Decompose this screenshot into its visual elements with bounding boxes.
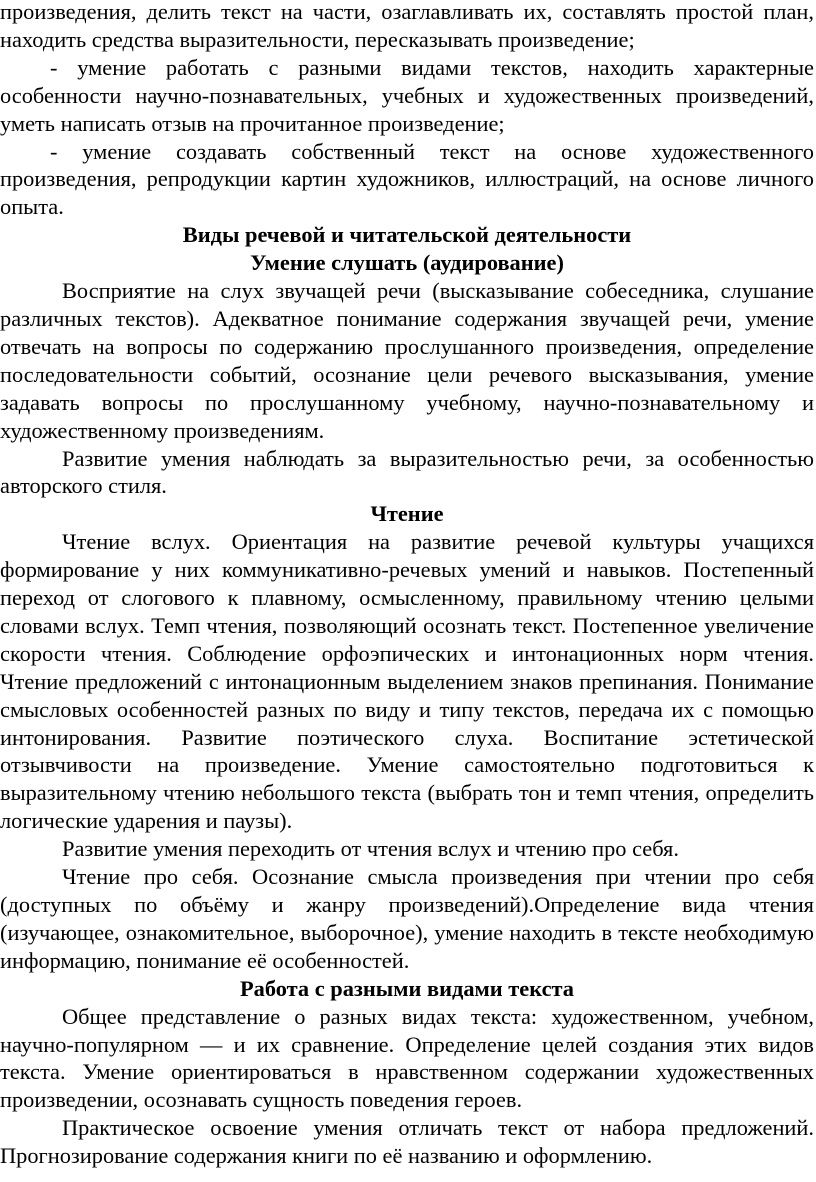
section-heading-listening: Умение слушать (аудирование) [250, 250, 564, 276]
list-item-own-text: - умение создавать собственный текст на основе художественного произведения, репродукции картин художников, иллюстраций, на основе личного опыта. [0, 138, 814, 220]
paragraph-continuation: произведения, делить текст на части, озаглавливать их, составлять простой план, находить средства выразительности, пересказывать произведение; [0, 0, 814, 52]
paragraph-expressiveness: Развитие умения наблюдать за выразительностью речи, за особенностью авторского стиля. [0, 445, 814, 499]
paragraph-silent-reading: Чтение про себя. Осознание смысла произведения при чтении про себя (доступных по объёму и жанру произведений).Определение вида чтения (изучающее, ознакомительное, выборочное), умение находить в тексте необходимую информацию, понимание её особенностей. [0, 864, 814, 973]
list-item-text-types: - умение работать с разными видами текстов, находить характерные особенности научно-познавательных, учебных и художественных произведений, уметь написать отзыв на прочитанное произведение; [0, 54, 814, 136]
section-heading-text-types: Работа с разными видами текста [239, 975, 574, 1001]
paragraph-listening: Восприятие на слух звучащей речи (высказывание собеседника, слушание различных текстов). Адекватное понимание содержания звучащей речи, умение отвечать на вопросы по содержанию прослушанного произведения, определение последовательности событий, осознание цели речевого высказывания, умение задавать вопросы по прослушанному учебному, научно-познавательному и художественному произведениям. [0, 278, 814, 443]
paragraph-silent-transition: Развитие умения переходить от чтения вслух и чтению про себя. [62, 836, 679, 862]
paragraph-text-vs-sentences: Практическое освоение умения отличать текст от набора предложений. Прогнозирование содержания книги по её названию и оформлению. [0, 1115, 814, 1169]
section-heading-reading: Чтение [370, 501, 444, 527]
section-heading-activities: Виды речевой и читательской деятельности [182, 222, 632, 248]
paragraph-reading-aloud: Чтение вслух. Ориентация на развитие речевой культуры учащихся формирование у них коммуникативно-речевых умений и навыков. Постепенный переход от слогового к плавному, осмысленному, правильному чтению целыми словами вслух. Темп чтения, позволяющий осознать текст. Постепенное увеличение скорости чтения. Соблюдение орфоэпических и интонационных норм чтения. Чтение предложений с интонационным выделением знаков препинания. Понимание смысловых особенностей разных по виду и типу текстов, передача их с помощью интонирования. Развитие поэтического слуха. Воспитание эстетической отзывчивости на произведение. Умение самостоятельно подготовиться к выразительному чтению небольшого текста (выбрать тон и темп чтения, определить логические ударения и паузы). [0, 529, 814, 834]
paragraph-text-types: Общее представление о разных видах текста: художественном, учебном, научно-популярном — и их сравнение. Определение целей создания этих видов текста. Умение ориентироваться в нравственном содержании художественных произведении, осознавать сущность поведения героев. [0, 1003, 814, 1113]
